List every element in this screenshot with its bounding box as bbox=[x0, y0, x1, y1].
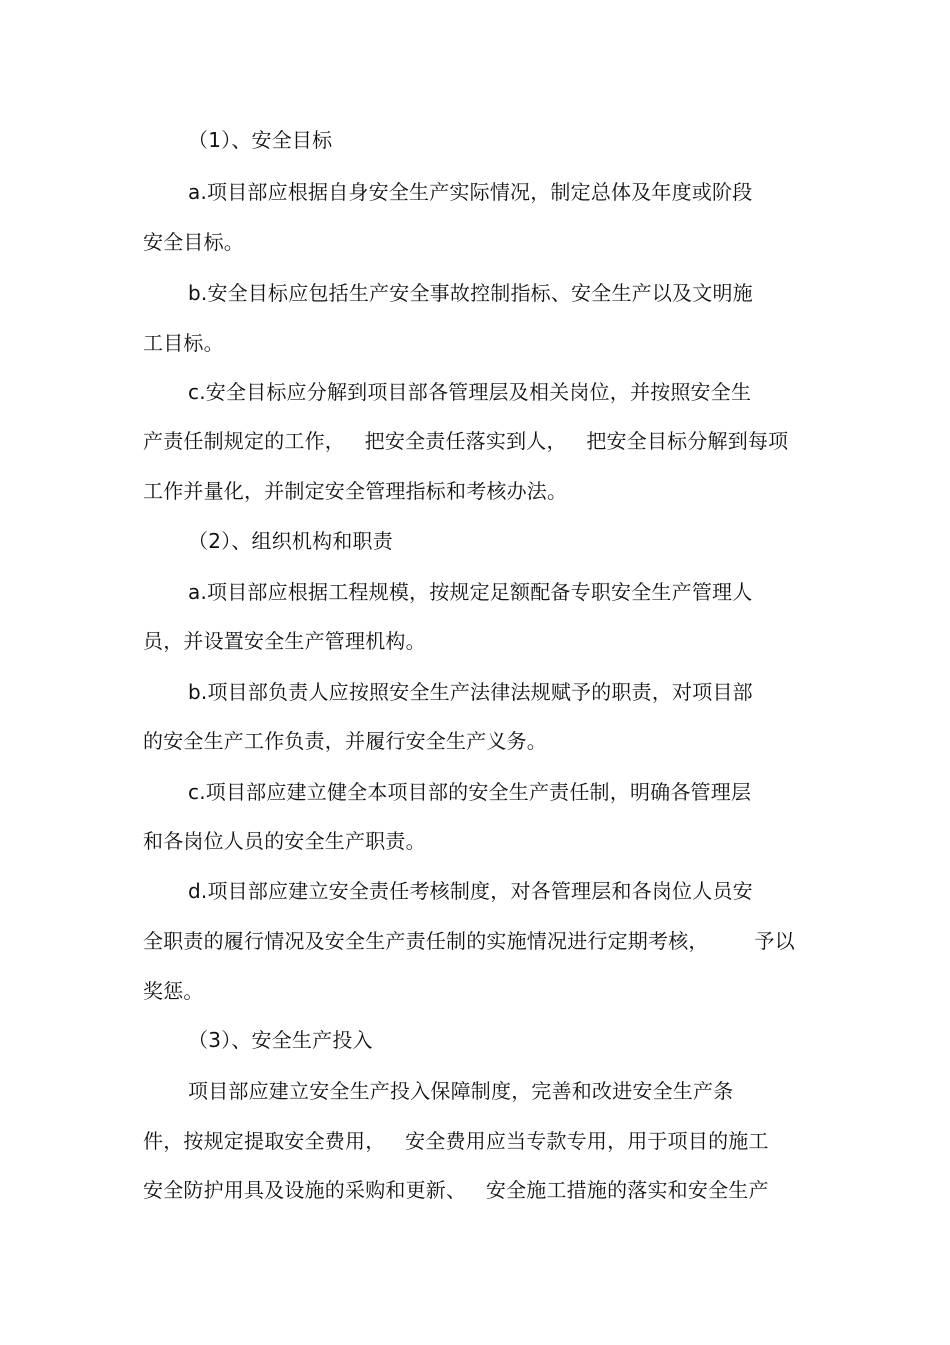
paragraph-line: 工作并量化，并制定安全管理指标和考核办法。 bbox=[143, 479, 568, 503]
paragraph-line: 件，按规定提取安全费用， 安全费用应当专款专用，用于项目的施工 bbox=[143, 1129, 769, 1153]
paragraph-line: c.项目部应建立健全本项目部的安全生产责任制，明确各管理层 bbox=[188, 780, 752, 804]
paragraph-line: 全职责的履行情况及安全生产责任制的实施情况进行定期考核， 予以 bbox=[143, 929, 795, 953]
paragraph-line: 奖惩。 bbox=[143, 979, 204, 1003]
paragraph-line: 安全防护用具及设施的采购和更新、 安全施工措施的落实和安全生产 bbox=[143, 1178, 769, 1202]
paragraph-line: d.项目部应建立安全责任考核制度，对各管理层和各岗位人员安 bbox=[188, 879, 753, 903]
section-heading-3: （3）、安全生产投入 bbox=[188, 1028, 373, 1052]
paragraph-line: a.项目部应根据自身安全生产实际情况，制定总体及年度或阶段 bbox=[188, 180, 753, 204]
paragraph-line: 工目标。 bbox=[143, 331, 224, 355]
paragraph-line: c.安全目标应分解到项目部各管理层及相关岗位，并按照安全生 bbox=[188, 380, 752, 404]
paragraph-line: 员，并设置安全生产管理机构。 bbox=[143, 629, 426, 653]
paragraph-line: b.安全目标应包括生产安全事故控制指标、安全生产以及文明施 bbox=[188, 281, 753, 305]
section-heading-2: （2）、组织机构和职责 bbox=[188, 529, 393, 553]
paragraph-line: b.项目部负责人应按照安全生产法律法规赋予的职责，对项目部 bbox=[188, 680, 753, 704]
section-heading-1: （1）、安全目标 bbox=[188, 128, 333, 152]
paragraph-line: 和各岗位人员的安全生产职责。 bbox=[143, 829, 426, 853]
paragraph-line: 项目部应建立安全生产投入保障制度，完善和改进安全生产条 bbox=[188, 1079, 734, 1103]
paragraph-line: 产责任制规定的工作， 把安全责任落实到人， 把安全目标分解到每项 bbox=[143, 429, 789, 453]
paragraph-line: 安全目标。 bbox=[143, 230, 244, 254]
paragraph-line: a.项目部应根据工程规模，按规定足额配备专职安全生产管理人 bbox=[188, 580, 753, 604]
paragraph-line: 的安全生产工作负责，并履行安全生产义务。 bbox=[143, 729, 547, 753]
